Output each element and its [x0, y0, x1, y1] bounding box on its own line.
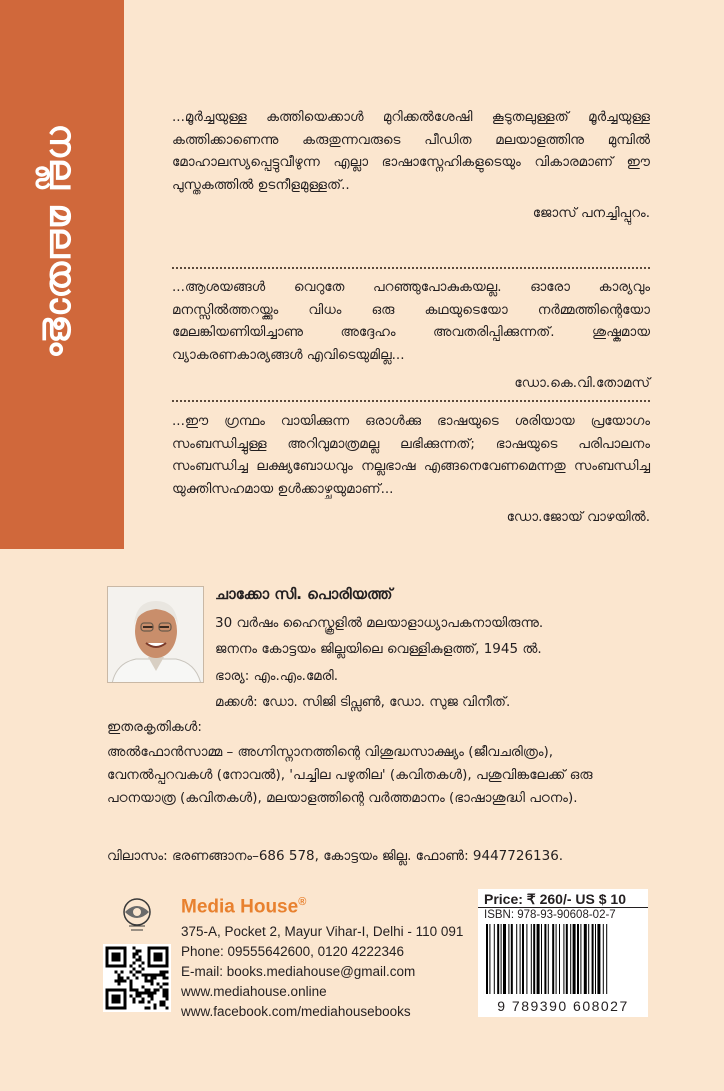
author-bio-line: 30 വർഷം ഹൈസ്കൂളിൽ മലയാളാധ്യാപകനായിരുന്നു. — [215, 615, 544, 631]
author-address: വിലാസം: ഭരണങ്ങാനം–686 578, കോട്ടയം ജില്ല. ഫോൺ: 9447726136. — [107, 848, 564, 864]
publisher-phone: Phone: 09555642600, 0120 4222346 — [181, 944, 404, 959]
review-quote-2 — [172, 276, 650, 395]
quote-author: ഡോ.കെ.വി.തോമസ് — [514, 375, 650, 391]
author-name: ചാക്കോ സി. പൊരിയത്ത് — [215, 585, 393, 603]
isbn: ISBN: 978-93-90608-02-7 — [478, 907, 648, 921]
author-photo — [107, 586, 204, 683]
publisher-name — [181, 896, 306, 918]
publisher-facebook: www.facebook.com/mediahousebooks — [181, 1004, 411, 1019]
qr-code — [103, 944, 171, 1012]
quote-text: ...മൂർച്ചയുള്ള കത്തിയെക്കാൾ മുറിക്കൽശേഷി കൂടുതലുള്ളത് മൂർച്ചയുള്ള കത്തിക്കാണെന്നു കരുതുന്നവരുടെ പീഡിത മലയാളത്തിനു മുമ്പിൽ മോഹാലസ്യപ്പെട്ടുവീഴുന്ന എല്ലാ ഭാഷാസ്നേഹികളുടെയും വികാരമാണ് ഈ പുസ്തകത്തിൽ ഉടനീളമുള്ളത്.. — [172, 109, 650, 193]
book-title: നല്ല മലയാളം — [41, 123, 84, 357]
review-quote-3 — [172, 410, 650, 529]
quote-text: ...ആശയങ്ങൾ വെറുതേ പറഞ്ഞുപോകുകയല്ല. ഓരോ കാര്യവും മനസ്സിൽത്തറയ്ക്കും വിധം ഒരു കഥയുടെയോ നർമ്മത്തിന്റെയോ മേലങ്കിയണിയിച്ചാണു അദ്ദേഹം അവതരിപ്പിക്കുന്നത്. ശുഷ്കമായ വ്യാകരണകാര്യങ്ങൾ എവിടെയുമില്ല... — [172, 279, 650, 363]
review-quote-1 — [172, 106, 650, 225]
author-bio-line: മക്കൾ: ഡോ. സിജി ടിപ്സൺ, ഡോ. സുജ വിനീത്. — [215, 694, 511, 710]
publisher-address: 375-A, Pocket 2, Mayur Vihar-I, Delhi - 110 091 — [181, 924, 464, 939]
spine-band — [0, 0, 124, 549]
quote-text: ...ഈ ഗ്രന്ഥം വായിക്കുന്ന ഒരാൾക്കു ഭാഷയുടെ ശരിയായ പ്രയോഗം സംബന്ധിച്ചുള്ള അറിവുമാത്രമല്ല ലഭിക്കുന്നത്; ഭാഷയുടെ പരിപാലനം സംബന്ധിച്ച ലക്ഷ്യബോധവും നല്ലഭാഷ എങ്ങനെവേണമെന്നതു സംബന്ധിച്ച യുക്തിസഹമായ ഉൾക്കാഴ്ചയുമാണ്... — [172, 413, 650, 497]
barcode — [484, 924, 642, 996]
other-works-heading: ഇതരകൃതികൾ: — [107, 719, 202, 735]
publisher-logo-icon — [117, 896, 157, 934]
other-works-text: അൽഫോൻസാമ്മ – അഗ്നിസ്നാനത്തിന്റെ വിശുദ്ധസാക്ഷ്യം (ജീവചരിത്രം), വേനൽപ്പറവകൾ (നോവൽ), 'പച്ചില പഴുതില' (കവിതകൾ), പശുവിങ്കലേക്ക് ഒരു പഠനയാത്ര (കവിതകൾ), മലയാളത്തിന്റെ വർത്തമാനം (ഭാഷാശുദ്ധി പഠനം). — [107, 744, 593, 806]
divider — [172, 267, 650, 269]
quote-author: ജോസ് പനച്ചിപ്പുറം. — [532, 205, 650, 221]
registered-mark: ® — [298, 896, 307, 908]
publisher-name-text: Media House — [181, 896, 299, 918]
divider — [172, 400, 650, 402]
author-bio-line: ജനനം കോട്ടയം ജില്ലയിലെ വെള്ളികുളത്ത്, 1945 ൽ. — [215, 641, 542, 657]
author-bio-line: ഭാര്യ: എം.എം.മേരി. — [215, 668, 338, 684]
price: Price: ₹ 260/- US $ 10 — [484, 891, 626, 907]
publisher-website: www.mediahouse.online — [181, 984, 327, 999]
publisher-email: E-mail: books.mediahouse@gmail.com — [181, 964, 416, 979]
barcode-digits: 9 789390 608027 — [497, 998, 629, 1014]
quote-author: ഡോ.ജോയ് വാഴയിൽ. — [506, 509, 650, 525]
